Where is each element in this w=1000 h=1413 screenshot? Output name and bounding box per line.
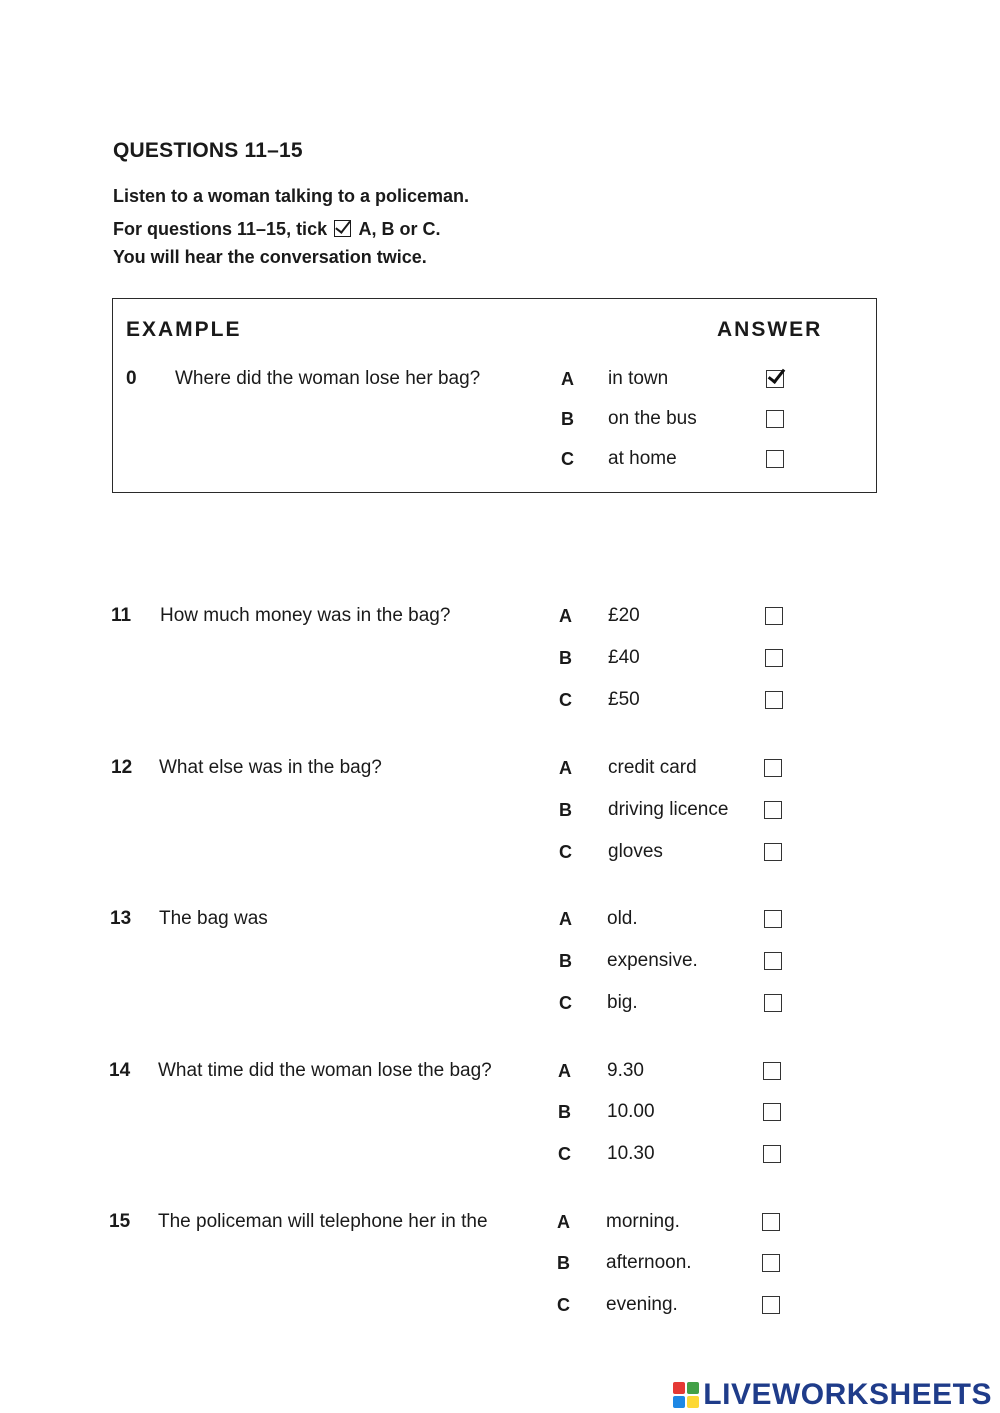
question-text: What time did the woman lose the bag?: [158, 1060, 492, 1081]
answer-checkbox[interactable]: [765, 649, 783, 667]
option-letter: A: [559, 909, 572, 929]
answer-checkbox[interactable]: [764, 759, 782, 777]
option-text: 9.30: [607, 1060, 644, 1081]
option-letter: C: [559, 993, 572, 1013]
option-text: £20: [608, 605, 640, 626]
answer-checkbox[interactable]: [765, 691, 783, 709]
example-number: 0: [126, 368, 137, 389]
instruction-listen: Listen to a woman talking to a policeman.: [113, 186, 470, 206]
option-letter: B: [557, 1253, 570, 1273]
option-letter: C: [559, 690, 572, 710]
option-text: 10.00: [607, 1101, 655, 1122]
answer-checkbox[interactable]: [764, 801, 782, 819]
answer-checkbox[interactable]: [763, 1145, 781, 1163]
question-text: The bag was: [159, 908, 268, 929]
instruction-tick: [113, 219, 440, 240]
option-letter: A: [558, 1061, 571, 1081]
instruction-twice: You will hear the conversation twice.: [113, 247, 427, 267]
option-text: 10.30: [607, 1143, 655, 1164]
option-letter: A: [559, 606, 572, 626]
question-number: 15: [109, 1211, 131, 1232]
example-label: EXAMPLE: [126, 318, 242, 341]
answer-checkbox[interactable]: [762, 1254, 780, 1272]
question-text: The policeman will telephone her in the: [158, 1211, 488, 1232]
option-text: old.: [607, 908, 638, 929]
example-answer-checkbox: [766, 410, 784, 428]
option-text: gloves: [608, 841, 663, 862]
instruction-tick-post: A, B or C.: [358, 219, 441, 239]
answer-checkbox[interactable]: [764, 952, 782, 970]
option-letter: A: [557, 1212, 570, 1232]
option-text: morning.: [606, 1211, 680, 1232]
option-letter: C: [559, 842, 572, 862]
question-number: 13: [110, 908, 132, 929]
answer-checkbox[interactable]: [764, 910, 782, 928]
example-option-text: on the bus: [608, 408, 697, 429]
option-text: big.: [607, 992, 638, 1013]
question-number: 12: [111, 757, 133, 778]
question-number: 14: [109, 1060, 131, 1081]
example-option-letter: A: [561, 369, 574, 389]
option-text: afternoon.: [606, 1252, 692, 1273]
liveworksheets-logo-icon: [673, 1382, 699, 1408]
answer-checkbox[interactable]: [763, 1103, 781, 1121]
answer-checkbox[interactable]: [762, 1213, 780, 1231]
option-text: driving licence: [608, 799, 729, 820]
example-option-letter: C: [561, 449, 574, 469]
option-text: £40: [608, 647, 640, 668]
answer-label: ANSWER: [717, 318, 823, 341]
page-title: QUESTIONS 11–15: [113, 139, 303, 162]
option-letter: B: [559, 800, 572, 820]
option-letter: C: [557, 1295, 570, 1315]
liveworksheets-watermark: [673, 1378, 992, 1412]
example-option-text: in town: [608, 368, 669, 389]
option-letter: A: [559, 758, 572, 778]
question-number: 11: [111, 605, 132, 626]
option-text: £50: [608, 689, 640, 710]
example-option-text: at home: [608, 448, 677, 469]
watermark-text: LIVEWORKSHEETS: [703, 1378, 992, 1411]
tick-box-icon: [334, 220, 351, 237]
answer-checkbox[interactable]: [764, 843, 782, 861]
option-letter: C: [558, 1144, 571, 1164]
option-text: evening.: [606, 1294, 678, 1315]
answer-checkbox[interactable]: [764, 994, 782, 1012]
option-letter: B: [559, 648, 572, 668]
instruction-tick-pre: For questions 11–15, tick: [113, 219, 328, 239]
option-text: credit card: [608, 757, 697, 778]
answer-checkbox[interactable]: [765, 607, 783, 625]
example-answer-checkbox: [766, 450, 784, 468]
question-text: How much money was in the bag?: [160, 605, 451, 626]
example-question: Where did the woman lose her bag?: [175, 368, 481, 389]
option-letter: B: [559, 951, 572, 971]
question-text: What else was in the bag?: [159, 757, 382, 778]
option-text: expensive.: [607, 950, 698, 971]
example-answer-checkbox: [766, 370, 784, 388]
option-letter: B: [558, 1102, 571, 1122]
example-option-letter: B: [561, 409, 574, 429]
answer-checkbox[interactable]: [763, 1062, 781, 1080]
answer-checkbox[interactable]: [762, 1296, 780, 1314]
